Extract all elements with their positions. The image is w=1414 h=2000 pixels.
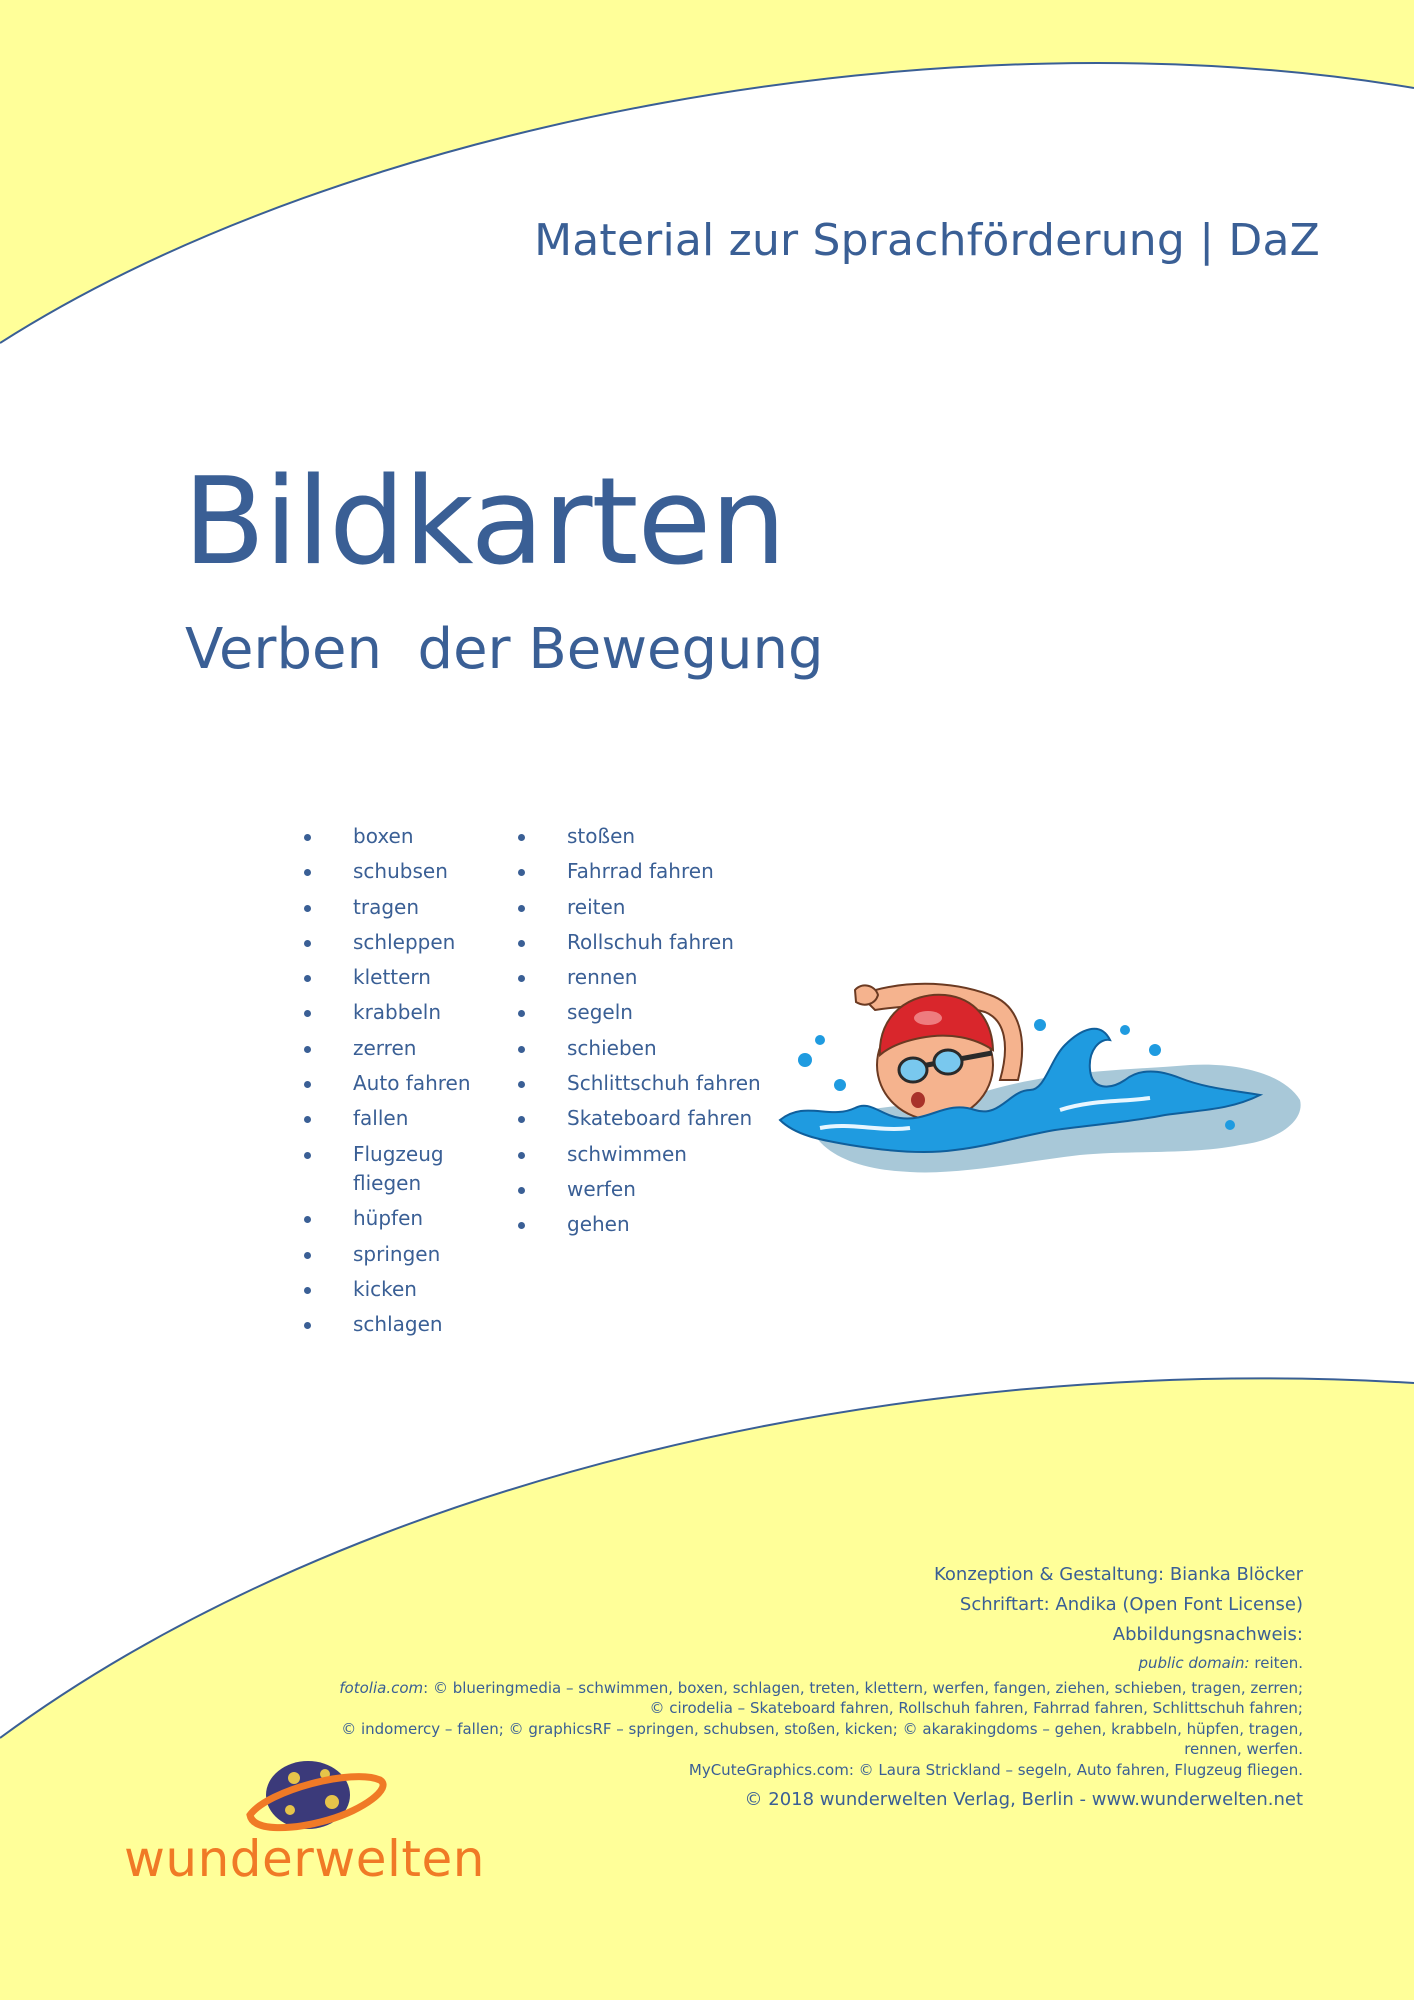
public-domain-label: public domain: [1138,1654,1250,1672]
list-item: schieben [516,1034,766,1069]
list-item: krabbeln [302,998,477,1033]
list-item: schubsen [302,857,477,892]
list-item: kicken [302,1275,477,1310]
credit-indomercy-cont: rennen, werfen. [1184,1740,1303,1759]
list-item: Fahrrad fahren [516,857,766,892]
header-label: Material zur Sprachförderung | DaZ [534,215,1320,266]
list-item: tragen [302,893,477,928]
list-item: schleppen [302,928,477,963]
list-item: hüpfen [302,1204,477,1239]
credit-fotolia [323,1678,1303,1698]
list-item: werfen [516,1175,766,1210]
swimmer-illustration [760,950,1305,1190]
list-item: klettern [302,963,477,998]
list-item: schlagen [302,1310,477,1345]
copyright-line: © 2018 wunderwelten Verlag, Berlin - www.wunderwelten.net [744,1789,1303,1811]
credit-indomercy: © indomercy – fallen; © graphicsRF – springen, schubsen, stoßen, kicken; © akarakingdoms – gehen, krabbeln, hüpfen, tragen, [341,1719,1303,1738]
page-subtitle: Verben der Bewegung [185,617,824,682]
list-item: segeln [516,998,766,1033]
list-item: Rollschuh fahren [516,928,766,963]
credit-concept: Konzeption & Gestaltung: Bianka Blöcker [934,1564,1303,1585]
wunderwelten-logo: wunderwelten [124,1830,485,1888]
credit-cirodelia: © cirodelia – Skateboard fahren, Rollschuh fahren, Fahrrad fahren, Schlittschuh fahren; [649,1699,1303,1718]
credit-mycutegraphics: MyCuteGraphics.com: © Laura Strickland – segeln, Auto fahren, Flugzeug fliegen. [688,1760,1303,1779]
page-title: Bildkarten [183,453,786,592]
public-domain-items: reiten. [1249,1654,1303,1672]
list-item: zerren [302,1034,477,1069]
list-item: stoßen [516,822,766,857]
list-item: springen [302,1240,477,1275]
list-item: gehen [516,1210,766,1245]
list-item: Auto fahren [302,1069,477,1104]
fotolia-text: : © blueringmedia – schwimmen, boxen, schlagen, treten, klettern, werfen, fangen, ziehen, schieben, tragen, zerren; [423,1679,1303,1697]
list-item: schwimmen [516,1140,766,1175]
list-item: Schlittschuh fahren [516,1069,766,1104]
verb-list-column-2 [516,822,766,1246]
list-item: reiten [516,893,766,928]
list-item: rennen [516,963,766,998]
credit-images-heading: Abbildungsnachweis: [1112,1624,1303,1645]
credit-public-domain [323,1650,1303,1676]
list-item: fallen [302,1104,477,1139]
fotolia-label: fotolia.com [339,1679,424,1697]
list-item: boxen [302,822,477,857]
credit-font: Schriftart: Andika (Open Font License) [959,1594,1303,1615]
list-item: Skateboard fahren [516,1104,766,1139]
verb-list-column-1 [302,822,477,1346]
list-item: Flugzeug fliegen [302,1140,477,1205]
